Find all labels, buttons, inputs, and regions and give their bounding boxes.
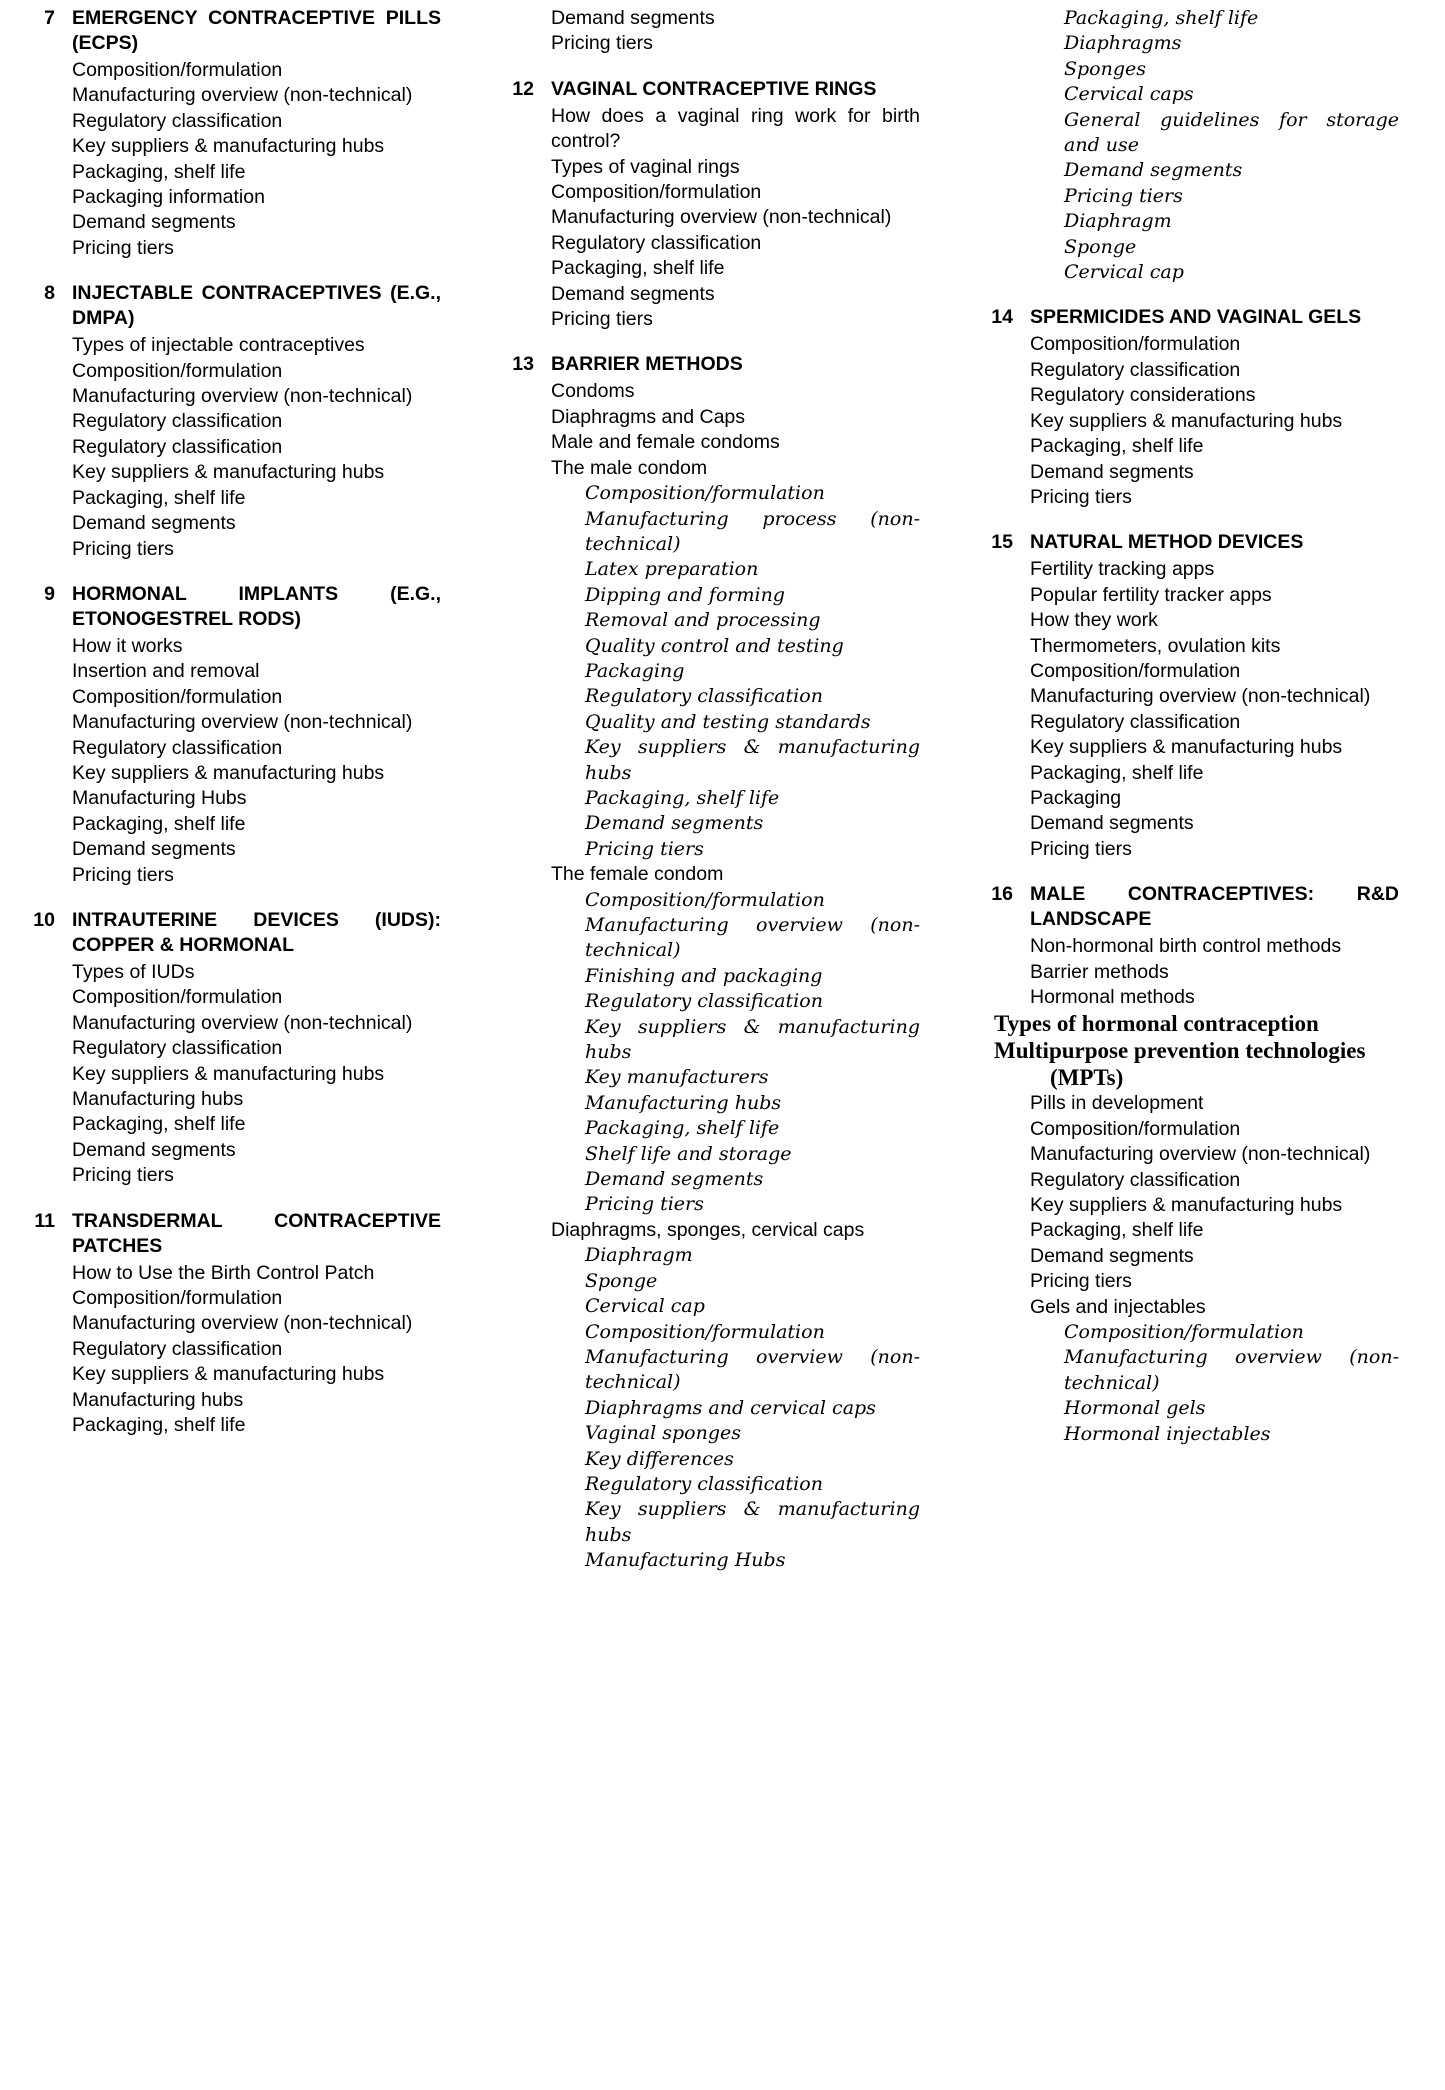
toc-entry-level3[interactable]: Manufacturing Hubs <box>585 1549 786 1572</box>
chapter-title: MALE CONTRACEPTIVES: R&D LANDSCAPE <box>1030 883 1399 931</box>
toc-entry-level2[interactable]: Key suppliers & manufacturing hubs <box>72 461 385 484</box>
toc-entry-level2[interactable]: Manufacturing overview (non-technical) <box>1030 685 1371 708</box>
chapter-number: 16 <box>991 883 1013 906</box>
chapter-title: SPERMICIDES AND VAGINAL GELS <box>1030 306 1362 329</box>
toc-entry-level3[interactable]: Manufacturing overview (non-technical) <box>585 914 920 962</box>
toc-entry-level2[interactable]: Regulatory classification <box>72 736 283 759</box>
toc-entry-level2[interactable]: Composition/formulation <box>72 59 283 81</box>
toc-entry-level2[interactable]: Manufacturing overview (non-technical) <box>1030 1143 1371 1166</box>
toc-entry-level3[interactable]: Manufacturing hubs <box>585 1091 782 1114</box>
toc-entry-level2[interactable]: Key suppliers & manufacturing hubs <box>1030 1194 1343 1217</box>
toc-entry-level3[interactable]: Hormonal gels <box>1064 1397 1206 1420</box>
chapter-number: 7 <box>44 7 55 29</box>
toc-entry-level2[interactable]: Pricing tiers <box>72 863 174 886</box>
toc-entry-level2[interactable]: Demand segments <box>1030 460 1194 483</box>
toc-entry-level2[interactable]: Regulatory classification <box>72 1337 283 1360</box>
toc-entry-level2[interactable]: Composition/formulation <box>72 685 283 708</box>
chapter-number: 13 <box>512 353 534 376</box>
toc-entry-level2[interactable]: Manufacturing Hubs <box>72 787 247 810</box>
chapter-number: 14 <box>991 306 1013 329</box>
toc-entry-level3[interactable]: Packaging, shelf life <box>585 1117 780 1140</box>
chapter-number: 15 <box>991 531 1013 554</box>
toc-entry-level2[interactable]: Demand segments <box>551 7 715 29</box>
toc-entry-level2[interactable]: Key suppliers & manufacturing hubs <box>72 761 385 784</box>
toc-entry-level3[interactable]: Diaphragms <box>1064 32 1182 55</box>
toc-entry-level2[interactable]: Gels and injectables <box>1030 1295 1206 1318</box>
toc-entry-level2[interactable]: Packaging, shelf life <box>1030 435 1204 458</box>
toc-entry-level2[interactable]: Key suppliers & manufacturing hubs <box>1030 409 1343 432</box>
toc-entry-level2[interactable]: Packaging, shelf life <box>551 257 725 280</box>
toc-entry-level3[interactable]: Demand segments <box>585 1168 764 1191</box>
toc-entry-level3[interactable]: Regulatory classification <box>585 990 823 1013</box>
toc-entry-level2[interactable]: Packaging <box>1030 786 1122 809</box>
toc-entry-level3[interactable]: Dipping and forming <box>585 583 785 606</box>
toc-entry-level3[interactable]: Cervical caps <box>1064 83 1194 106</box>
toc-entry-level3[interactable]: Key suppliers & manufacturing hubs <box>585 1015 920 1064</box>
toc-chapter-entry[interactable] <box>503 77 920 102</box>
chapter-number: 11 <box>34 1209 55 1232</box>
toc-entry-level3[interactable]: Key differences <box>585 1447 734 1470</box>
toc-entry-level2[interactable]: Diaphragms and Caps <box>551 405 746 428</box>
toc-entry-level3[interactable]: Packaging, shelf life <box>585 786 780 809</box>
toc-entry-level3[interactable]: Composition/formulation <box>585 888 825 911</box>
toc-entry-level2[interactable]: Packaging, shelf life <box>72 486 246 509</box>
toc-entry-level3[interactable]: Composition/formulation <box>585 1320 825 1343</box>
toc-entry-level2[interactable]: Regulatory classification <box>1030 1168 1241 1191</box>
chapter-title: NATURAL METHOD DEVICES <box>1030 531 1304 554</box>
toc-entry-level3[interactable]: Regulatory classification <box>585 1472 823 1495</box>
toc-entry-level2[interactable]: Manufacturing overview (non-technical) <box>72 385 413 408</box>
toc-entry-level2[interactable]: Packaging, shelf life <box>72 1414 246 1437</box>
toc-entry-level2[interactable]: Demand segments <box>551 282 715 305</box>
toc-chapter-entry[interactable] <box>24 281 441 331</box>
chapter-title: TRANSDERMAL CONTRACEPTIVE PATCHES <box>72 1209 441 1257</box>
toc-entry-level3[interactable]: Composition/formulation <box>585 482 825 505</box>
toc-entry-level2[interactable]: Packaging, shelf life <box>1030 761 1204 784</box>
toc-chapter-entry[interactable] <box>24 1209 441 1259</box>
toc-entry-level2[interactable]: The male condom <box>551 456 708 479</box>
toc-entry-level2[interactable]: Demand segments <box>72 211 236 234</box>
toc-entry-level2[interactable]: Manufacturing overview (non-technical) <box>72 84 413 107</box>
toc-entry-level2[interactable]: How to Use the Birth Control Patch <box>72 1261 375 1284</box>
toc-entry-level2[interactable]: Regulatory classification <box>72 410 283 433</box>
toc-column-3 <box>982 6 1399 1447</box>
toc-entry-level2[interactable]: Pills in development <box>1030 1092 1204 1115</box>
toc-entry-level2[interactable]: Composition/formulation <box>72 359 283 382</box>
toc-entry-level2[interactable]: Manufacturing overview (non-technical) <box>72 1011 413 1034</box>
toc-entry-level2[interactable]: Regulatory classification <box>551 231 762 254</box>
toc-entry-level3[interactable]: Pricing tiers <box>585 1193 704 1216</box>
toc-entry-level3[interactable]: Key suppliers & manufacturing hubs <box>585 736 920 784</box>
toc-entry-level3[interactable]: Key suppliers & manufacturing hubs <box>585 1498 920 1546</box>
chapter-number: 12 <box>512 77 534 100</box>
toc-entry-level3[interactable]: Packaging <box>585 659 685 682</box>
toc-entry-level2[interactable]: Manufacturing overview (non-technical) <box>72 1312 413 1335</box>
toc-entry-level3[interactable]: Diaphragms and cervical caps <box>585 1396 876 1419</box>
toc-entry-level3[interactable]: Finishing and packaging <box>585 964 823 987</box>
toc-entry-level2[interactable]: Demand segments <box>72 838 236 861</box>
toc-entry-level3[interactable]: Sponge <box>1064 235 1137 258</box>
toc-entry-level2[interactable]: Composition/formulation <box>1030 659 1241 682</box>
toc-entry-level2[interactable]: How they work <box>1030 609 1158 632</box>
toc-entry-level2[interactable]: Regulatory classification <box>72 1037 283 1060</box>
toc-entry-level3[interactable]: Demand segments <box>585 812 764 835</box>
toc-column-2 <box>503 6 920 1574</box>
toc-entry-level2[interactable]: Regulatory classification <box>72 435 283 458</box>
toc-entry-level3[interactable]: Hormonal injectables <box>1064 1422 1271 1445</box>
toc-entry-level2[interactable]: Manufacturing hubs <box>72 1088 244 1110</box>
toc-entry-level2[interactable]: Manufacturing overview (non-technical) <box>72 711 413 734</box>
toc-entry-level2[interactable]: Non-hormonal birth control methods <box>1030 935 1342 958</box>
toc-entry-level2[interactable]: Key suppliers & manufacturing hubs <box>72 135 385 158</box>
toc-entry-level2[interactable]: Types of IUDs <box>72 960 195 983</box>
toc-entry-level2[interactable]: Composition/formulation <box>72 986 283 1009</box>
toc-chapter-entry[interactable] <box>24 582 441 632</box>
toc-entry-level3[interactable]: General guidelines for storage and use <box>1064 108 1399 157</box>
toc-entry-level2[interactable]: Popular fertility tracker apps <box>1030 583 1272 606</box>
toc-chapter-entry[interactable] <box>982 530 1399 555</box>
toc-chapter-entry[interactable] <box>982 882 1399 932</box>
toc-entry-level2[interactable]: Key suppliers & manufacturing hubs <box>72 1363 385 1386</box>
toc-entry-level3[interactable]: Diaphragm <box>585 1244 693 1267</box>
chapter-title: EMERGENCY CONTRACEPTIVE PILLS (ECPS) <box>72 7 441 54</box>
chapter-number: 8 <box>44 282 55 305</box>
toc-entry-level2[interactable]: Regulatory considerations <box>1030 384 1256 407</box>
toc-entry-level2[interactable]: Regulatory classification <box>72 109 283 132</box>
toc-entry-level3[interactable]: Removal and processing <box>585 609 821 632</box>
toc-entry-level3[interactable]: Cervical cap <box>585 1295 705 1318</box>
toc-entry-level3[interactable]: Cervical cap <box>1064 261 1184 284</box>
chapter-title: INJECTABLE CONTRACEPTIVES (E.G., DMPA) <box>72 282 441 330</box>
chapter-title: HORMONAL IMPLANTS (E.G., ETONOGESTREL RODS) <box>72 582 441 630</box>
toc-entry-level3[interactable]: Shelf life and storage <box>585 1142 792 1165</box>
toc-entry-level3[interactable]: Manufacturing overview (non-technical) <box>585 1345 920 1394</box>
toc-entry-level2[interactable]: Composition/formulation <box>1030 333 1241 356</box>
toc-entry-level3[interactable]: Key manufacturers <box>585 1066 769 1089</box>
toc-entry-level2[interactable]: Types of vaginal rings <box>551 155 740 178</box>
toc-entry-level2[interactable]: Manufacturing hubs <box>72 1388 244 1411</box>
toc-chapter-entry[interactable] <box>24 6 441 56</box>
toc-entry-level3[interactable]: Pricing tiers <box>585 837 704 860</box>
chapter-title: VAGINAL CONTRACEPTIVE RINGS <box>551 77 877 100</box>
toc-entry-level2[interactable]: Demand segments <box>1030 1244 1194 1267</box>
toc-entry-level3[interactable]: Pricing tiers <box>1064 184 1183 207</box>
toc-entry-level3[interactable]: Latex preparation <box>585 558 759 581</box>
toc-entry-level2[interactable]: Barrier methods <box>1030 960 1169 983</box>
toc-entry-level3[interactable]: Manufacturing process (non-technical) <box>585 507 920 555</box>
toc-entry-level3[interactable]: Regulatory classification <box>585 685 823 708</box>
toc-entry-level2[interactable]: Packaging, shelf life <box>72 160 246 183</box>
toc-entry-level2[interactable]: Packaging, shelf life <box>72 1113 246 1136</box>
toc-entry-level2[interactable]: Demand segments <box>72 512 236 535</box>
toc-entry-level2[interactable]: Composition/formulation <box>551 181 762 204</box>
toc-entry-level2[interactable]: How it works <box>72 634 183 657</box>
toc-subheading-serif[interactable]: Multipurpose prevention technologies (MPTs) <box>994 1038 1366 1091</box>
toc-entry-level3[interactable]: Vaginal sponges <box>585 1422 741 1445</box>
toc-column-1 <box>24 6 441 1438</box>
toc-entry-level2[interactable]: Packaging information <box>72 186 265 209</box>
toc-entry-level2[interactable]: How does a vaginal ring work for birth control? <box>551 104 920 153</box>
toc-entry-level2[interactable]: Demand segments <box>72 1138 236 1161</box>
toc-entry-level3[interactable]: Sponges <box>1064 57 1147 80</box>
toc-entry-level2[interactable]: Pricing tiers <box>72 236 174 259</box>
chapter-title: INTRAUTERINE DEVICES (IUDS): COPPER & HORMONAL <box>72 908 441 956</box>
toc-entry-level2[interactable]: Condoms <box>551 380 635 403</box>
toc-entry-level2[interactable]: Pricing tiers <box>551 308 653 331</box>
toc-entry-level2[interactable]: Regulatory classification <box>1030 358 1241 381</box>
toc-entry-level2[interactable]: Pricing tiers <box>1030 485 1132 508</box>
toc-entry-level3[interactable]: Quality and testing standards <box>585 710 871 733</box>
toc-entry-level2[interactable]: Demand segments <box>1030 812 1194 835</box>
toc-entry-level2[interactable]: Composition/formulation <box>72 1287 283 1310</box>
toc-entry-level2[interactable]: Key suppliers & manufacturing hubs <box>72 1062 385 1085</box>
toc-entry-level2[interactable]: Manufacturing overview (non-technical) <box>551 206 892 229</box>
toc-entry-level2[interactable]: Thermometers, ovulation kits <box>1030 634 1281 657</box>
toc-chapter-entry[interactable] <box>503 352 920 377</box>
toc-entry-level2[interactable]: Pricing tiers <box>551 32 653 55</box>
toc-entry-level2[interactable]: Male and female condoms <box>551 431 780 454</box>
toc-entry-level2[interactable]: Insertion and removal <box>72 660 260 683</box>
toc-entry-level3[interactable]: Sponge <box>585 1269 658 1292</box>
toc-entry-level2[interactable]: Regulatory classification <box>1030 710 1241 733</box>
toc-entry-level2[interactable]: The female condom <box>551 863 724 886</box>
toc-entry-level2[interactable]: Hormonal methods <box>1030 986 1195 1008</box>
toc-entry-level2[interactable]: Packaging, shelf life <box>72 812 246 835</box>
toc-entry-level3[interactable]: Quality control and testing <box>585 634 844 657</box>
toc-entry-level3[interactable]: Demand segments <box>1064 159 1243 182</box>
toc-entry-level2[interactable]: Key suppliers & manufacturing hubs <box>1030 736 1343 759</box>
toc-entry-level3[interactable]: Manufacturing overview (non-technical) <box>1064 1346 1399 1394</box>
toc-entry-level3[interactable]: Diaphragm <box>1064 210 1172 233</box>
toc-entry-level2[interactable]: Diaphragms, sponges, cervical caps <box>551 1218 865 1241</box>
toc-chapter-entry[interactable] <box>24 908 441 958</box>
toc-entry-level2[interactable]: Pricing tiers <box>72 537 174 560</box>
toc-subheading-serif[interactable]: Types of hormonal contraception <box>994 1011 1319 1037</box>
toc-entry-level2[interactable]: Pricing tiers <box>72 1164 174 1187</box>
toc-entry-level2[interactable]: Fertility tracking apps <box>1030 558 1215 581</box>
chapter-title: BARRIER METHODS <box>551 353 743 376</box>
toc-entry-level3[interactable]: Composition/formulation <box>1064 1321 1304 1344</box>
toc-entry-level2[interactable]: Types of injectable contraceptives <box>72 334 365 357</box>
chapter-number: 10 <box>33 908 55 931</box>
chapter-number: 9 <box>44 582 55 605</box>
toc-entry-level2[interactable]: Pricing tiers <box>1030 1270 1132 1293</box>
toc-chapter-entry[interactable] <box>982 305 1399 330</box>
toc-entry-level2[interactable]: Packaging, shelf life <box>1030 1219 1204 1242</box>
toc-entry-level2[interactable]: Composition/formulation <box>1030 1117 1241 1140</box>
toc-entry-level3[interactable]: Packaging, shelf life <box>1064 7 1259 29</box>
toc-entry-level2[interactable]: Pricing tiers <box>1030 837 1132 860</box>
